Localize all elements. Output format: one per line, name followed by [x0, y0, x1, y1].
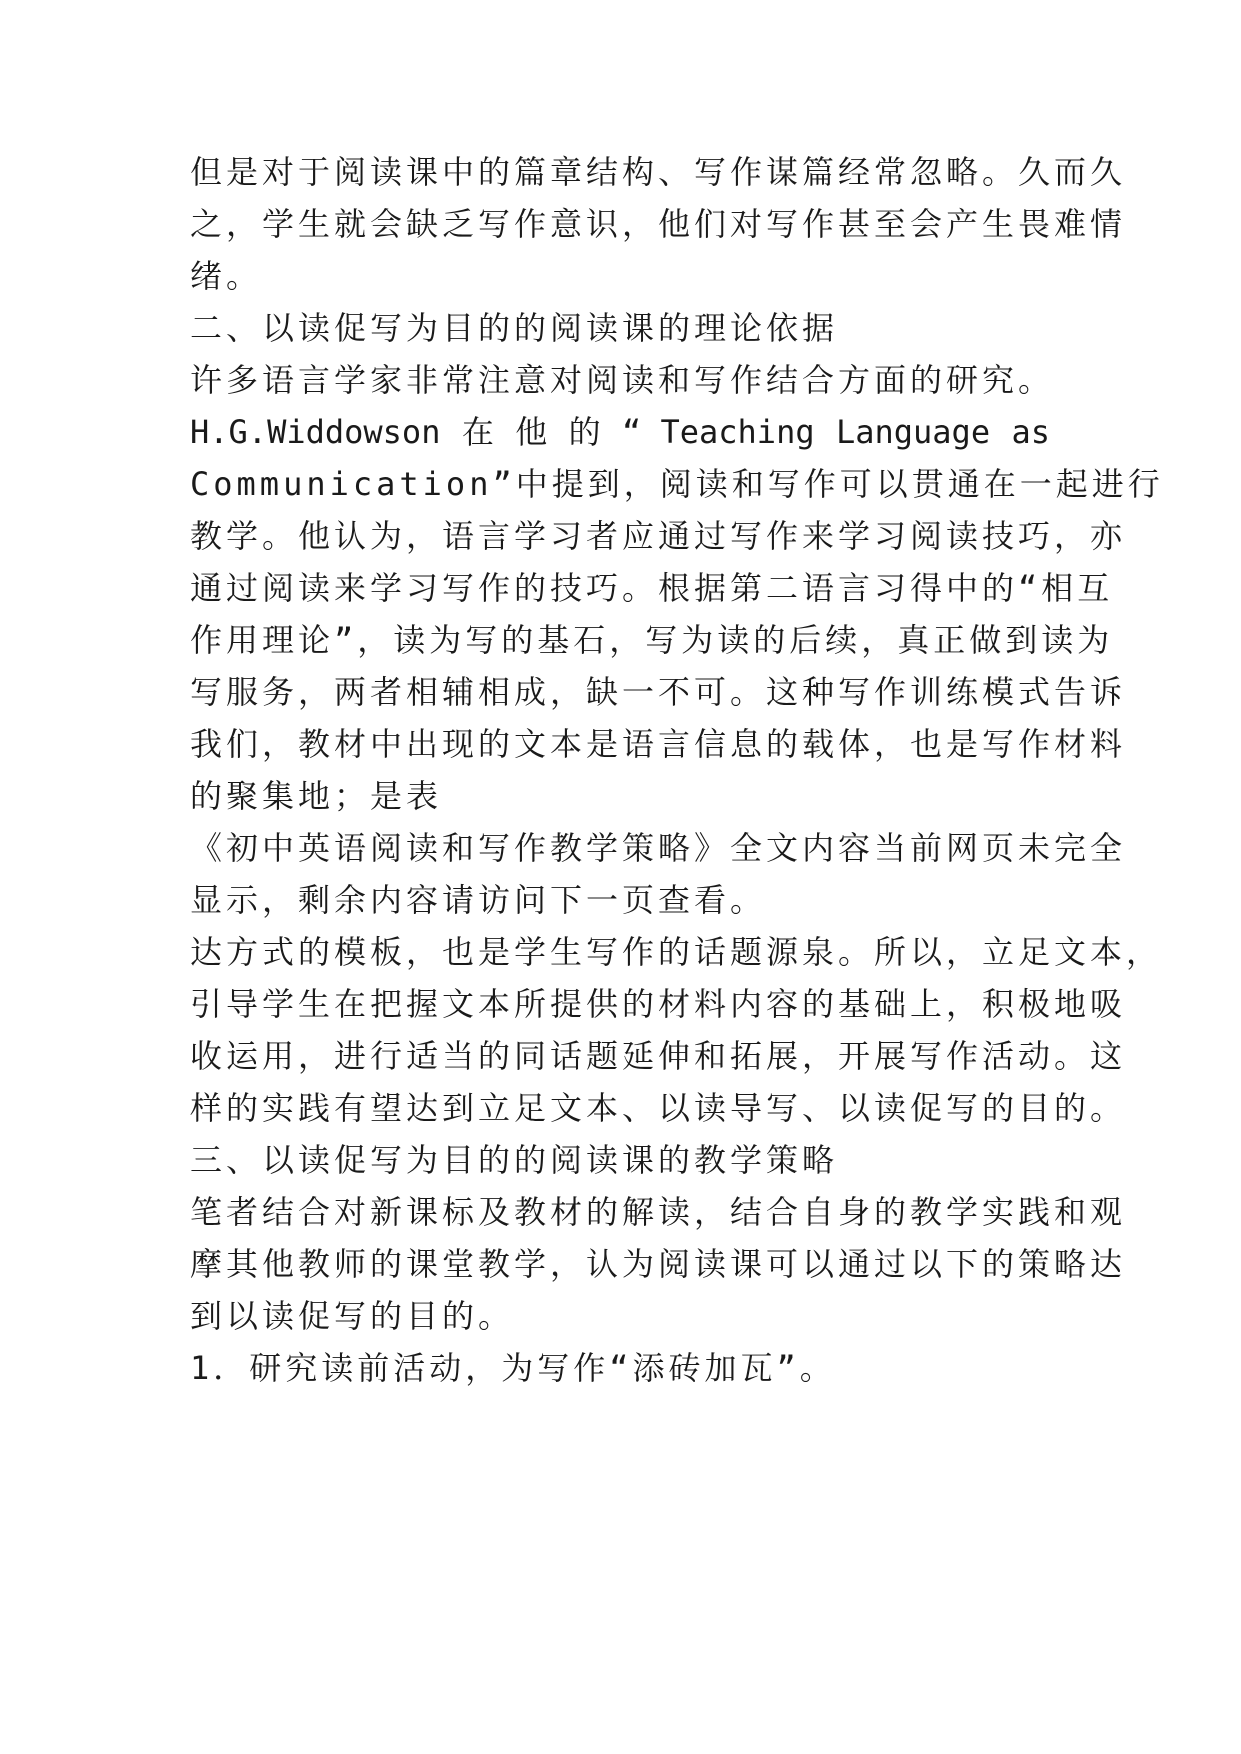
text-line: 写服务，两者相辅相成，缺一不可。这种写作训练模式告诉 — [190, 673, 1127, 711]
subsection-heading: 1．研究读前活动，为写作“添砖加瓦”。 — [190, 1349, 836, 1387]
text-line: 许多语言学家非常注意对阅读和写作结合方面的研究。 — [190, 361, 1055, 399]
text-line: 作用理论”，读为写的基石，写为读的后续，真正做到读为 — [190, 621, 1114, 659]
text-line: 通过阅读来学习写作的技巧。根据第二语言习得中的“相互 — [190, 569, 1114, 607]
section-heading: 二、以读促写为目的的阅读课的理论依据 — [190, 309, 839, 347]
text-line-justified — [190, 412, 1050, 452]
word: 在 — [461, 413, 494, 451]
word: 他 — [515, 413, 548, 451]
text-line: 教学。他认为，语言学习者应通过写作来学习阅读技巧，亦 — [190, 517, 1127, 555]
text-line: 的聚集地；是表 — [190, 777, 443, 815]
section-heading: 三、以读促写为目的的阅读课的教学策略 — [190, 1141, 839, 1179]
word: “ Teaching — [621, 413, 815, 451]
word: H.G.Widdowson — [190, 413, 441, 451]
text-line: 之，学生就会缺乏写作意识，他们对写作甚至会产生畏难情 — [190, 205, 1127, 243]
text-line: 摩其他教师的课堂教学，认为阅读课可以通过以下的策略达 — [190, 1245, 1127, 1283]
text-line: 收运用，进行适当的同话题延伸和拓展，开展写作活动。这 — [190, 1037, 1127, 1075]
word: 的 — [568, 413, 601, 451]
text-line: 到以读促写的目的。 — [190, 1297, 515, 1335]
text-line: 笔者结合对新课标及教材的解读，结合自身的教学实践和观 — [190, 1193, 1127, 1231]
text-line: 引导学生在把握文本所提供的材料内容的基础上，积极地吸 — [190, 985, 1127, 1023]
text-line: 但是对于阅读课中的篇章结构、写作谋篇经常忽略。久而久 — [190, 153, 1127, 191]
text-line: Communication”中提到，阅读和写作可以贯通在一起进行 — [190, 465, 1164, 503]
text-line: 样的实践有望达到立足文本、以读导写、以读促写的目的。 — [190, 1089, 1127, 1127]
truncation-notice: 《初中英语阅读和写作教学策略》全文内容当前网页未完全 — [190, 829, 1127, 867]
text-line: 达方式的模板，也是学生写作的话题源泉。所以，立足文本， — [190, 933, 1163, 971]
truncation-notice: 显示，剩余内容请访问下一页查看。 — [190, 881, 767, 919]
word: as — [1011, 413, 1050, 451]
word: Language — [835, 413, 991, 451]
text-line: 绪。 — [190, 257, 263, 295]
text-line: 我们，教材中出现的文本是语言信息的载体，也是写作材料 — [190, 725, 1127, 763]
